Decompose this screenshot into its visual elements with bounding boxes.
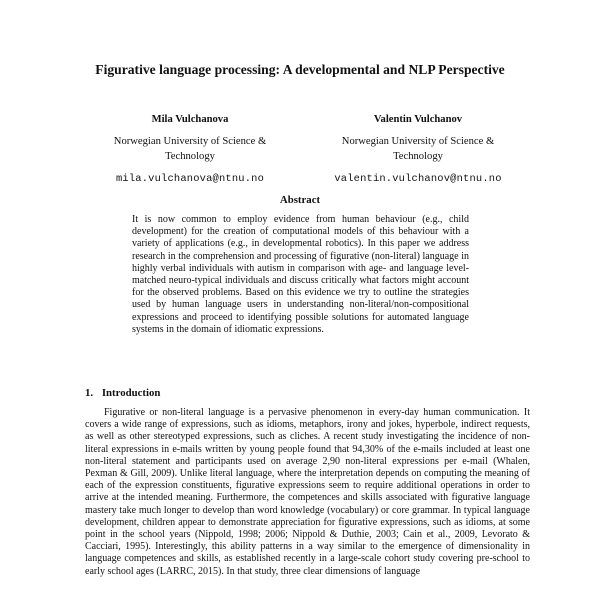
author-block-1 [90, 112, 290, 187]
author-affiliation: Norwegian University of Science & Technology [341, 136, 495, 162]
abstract-heading: Abstract [279, 194, 321, 206]
abstract-text: It is now common to employ evidence from human behaviour (e.g., child development) for the creation of computational models of this behaviour with a variety of applications (e.g., in developmental robotics). In this paper we address research in the comprehension and processing of figurative (non-literal) language in highly verbal individuals with autism in comparison with age- and language level-matched neuro-typical individuals and discuss critically what factors might account for the observed problems. Based on this evidence we try to outline the strategies used by human language users in understanding non-literal/non-compositional expressions and proceed to identifying possible solutions for automated language systems in the domain of idiomatic expressions. [132, 214, 469, 335]
section-heading [85, 387, 160, 399]
paper-title: Figurative language processing: A developmental and NLP Perspective [95, 62, 505, 77]
author-name: Valentin Vulchanov [373, 114, 463, 125]
section-title: Introduction [101, 387, 161, 399]
section-number: 1. [85, 387, 94, 399]
introduction-text: Figurative or non-literal language is a pervasive phenomenon in every-day human communication. It covers a wide range of expressions, such as idioms, metaphors, irony and jokes, hyperbole, indirect requests, as well as other stereotyped expressions, such as cliches. A recent study investigating the incidence of non-literal expressions in e-mails written by young people found that 94,30% of the e-mails included at least one non-literal statement and participants used on average 2,90 non-literal expressions per e-mail (Whalen, Pexman & Gill, 2009). Unlike literal language, where the interpretation depends on computing the meaning of each of the expression constituents, figurative expressions seem to require additional operations in order to arrive at the intended meaning. Furthermore, the competences and skills associated with figurative language mastery take much longer to develop than word knowledge (vocabulary) or core grammar. In typical language development, children appear to demonstrate appreciation for figurative expressions, such as idioms, at some point in the school years (Nippold, 1998; 2006; Nippold & Duthie, 2003; Cain et al., 2009, Levorato & Cacciari, 1995). Interestingly, this ability patterns in a way similar to the emergence of dimensionality in language competences and skills, as established recently in a large-scale cohort study covering pre-school to early school ages (LARRC, 2015). In that study, three clear dimensions of language [85, 407, 530, 577]
author-block-2 [318, 112, 518, 187]
author-name: Mila Vulchanova [151, 114, 229, 125]
author-email: mila.vulchanova@ntnu.no [115, 173, 264, 185]
author-email: valentin.vulchanov@ntnu.no [334, 173, 502, 185]
author-affiliation: Norwegian University of Science & Technology [113, 136, 267, 162]
